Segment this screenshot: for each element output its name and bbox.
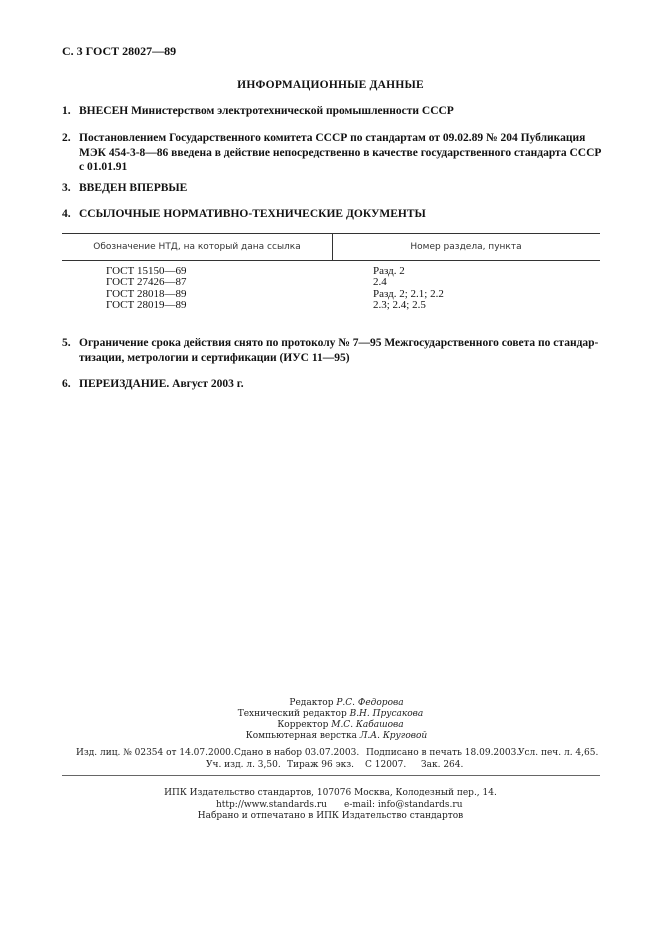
document-cell: ГОСТ 15150—69 [106,265,187,277]
item-number: 3. [62,182,71,194]
section-cell: 2.4 [373,276,387,289]
publication-code: С 12007. [365,760,407,770]
publisher-line: ИПК Издательство стандартов, 107076 Москва, Колодезный пер., 14. [164,788,497,798]
page-header: С. 3 ГОСТ 28027—89 [62,44,177,58]
item-number: 4. [62,208,71,220]
divider [62,775,600,776]
role-label: Компьютерная верстка [245,731,358,741]
table-header [62,234,600,261]
item-text-line: Постановлением Государственного комитета СССР по стандартам от 09.02.89 № 204 Публикация [79,132,586,144]
section-cell: Разд. 2; 2.1; 2.2 [373,287,444,300]
order-number: Зак. 264. [421,760,464,770]
item-number: 2. [62,132,71,144]
item-text-line: Ограничение срока действия снято по протоколу № 7—95 Межгосударственного совета по стандар- [79,337,599,349]
item-text: ВВЕДЕН ВПЕРВЫЕ [79,182,188,194]
publisher-email: e-mail: info@standards.ru [344,800,463,810]
section-cell: 2.3; 2.4; 2.5 [373,299,426,312]
item-text-line: МЭК 454-3-8—86 введена в действие непосредственно в качестве государственного стандарта СССР [79,146,602,159]
item-number: 6. [62,378,71,390]
item-text: ССЫЛОЧНЫЕ НОРМАТИВНО-ТЕХНИЧЕСКИЕ ДОКУМЕНТЫ [79,208,426,220]
publisher-website: http://www.standards.ru [216,800,327,810]
reference-table [62,233,600,312]
item-4 [62,207,602,222]
publication-sheets: Уч. изд. л. 3,50. [206,760,281,770]
role-label: Технический редактор [237,709,347,719]
item-6 [62,377,602,392]
page-title: ИНФОРМАЦИОННЫЕ ДАННЫЕ [237,79,424,91]
publisher-line: Набрано и отпечатано в ИПК Издательство стандартов [197,811,464,821]
document-cell: ГОСТ 27426—87 [106,276,187,289]
item-number: 1. [62,105,71,117]
item-text: ВНЕСЕН Министерством электротехнической промышленности СССР [79,105,454,117]
item-5 [62,336,602,365]
item-text-line: тизации, метрологии и сертификации (ИУС 11—95) [79,351,350,364]
print-sheets: Усл. печ. л. 4,65. [518,748,599,758]
section-cell: Разд. 2 [373,265,405,277]
item-text-line: с 01.01.91 [79,161,128,173]
role-label: Редактор [289,698,334,708]
circulation: Тираж 96 экз. [287,760,355,770]
person-name: М.С. Кабашова [331,720,404,730]
print-date: Подписано в печать 18.09.2003. [366,748,520,758]
person-name: Л.А. Круговой [359,731,428,741]
item-text: ПЕРЕИЗДАНИЕ. Август 2003 г. [79,378,244,390]
column-header-section: Номер раздела, пункта [410,242,522,252]
typeset-date: Сдано в набор 03.07.2003. [234,748,360,758]
document-cell: ГОСТ 28019—89 [106,299,187,312]
person-name: Р.С. Федорова [336,698,404,708]
item-3 [62,181,602,196]
item-2 [62,131,602,175]
person-name: В.Н. Прусакова [349,709,424,719]
column-header-document: Обозначение НТД, на который дана ссылка [93,242,301,252]
table-body [62,266,600,312]
item-1 [62,104,602,119]
license-info: Изд. лиц. № 02354 от 14.07.2000. [76,748,234,758]
document-cell: ГОСТ 28018—89 [106,287,187,300]
table-row [62,300,600,311]
role-label: Корректор [277,720,329,730]
item-number: 5. [62,337,71,349]
